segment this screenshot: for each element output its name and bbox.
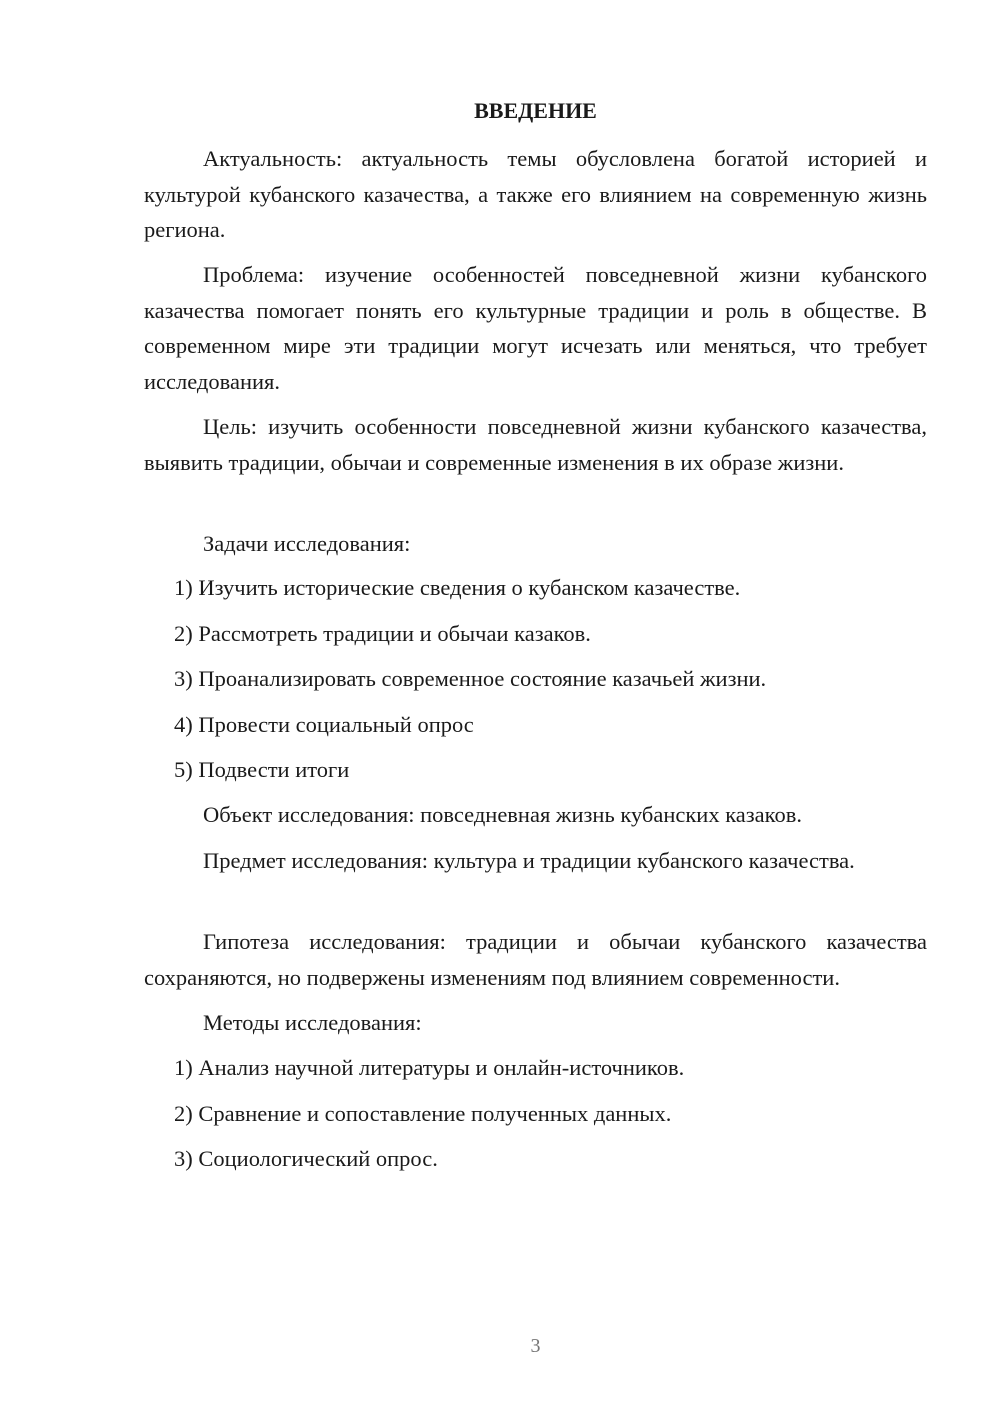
methods-heading: Методы исследования: (203, 1010, 422, 1035)
method-item-3: 3) Социологический опрос. (174, 1146, 438, 1171)
problem-paragraph: Проблема: изучение особенностей повседневной жизни кубанского казачества помогает понять его культурные традиции и роль в обществе. В современном мире эти традиции могут исчезать или меняться, что требует исследования. (144, 262, 927, 394)
page-title: ВВЕДЕНИЕ (474, 98, 597, 123)
hypothesis-paragraph: Гипотеза исследования: традиции и обычаи кубанского казачества сохраняются, но подвержены изменениям под влиянием современности. (144, 929, 927, 990)
task-item-3: 3) Проанализировать современное состояние казачьей жизни. (174, 666, 767, 691)
goal-paragraph: Цель: изучить особенности повседневной жизни кубанского казачества, выявить традиции, обычаи и современные изменения в их образе жизни. (144, 414, 927, 475)
task-item-4: 4) Провести социальный опрос (174, 712, 474, 737)
task-item-2: 2) Рассмотреть традиции и обычаи казаков. (174, 621, 591, 646)
object-paragraph: Объект исследования: повседневная жизнь кубанских казаков. (203, 802, 802, 827)
task-item-5: 5) Подвести итоги (174, 757, 350, 782)
tasks-heading: Задачи исследования: (203, 531, 411, 556)
method-item-2: 2) Сравнение и сопоставление полученных данных. (174, 1101, 672, 1126)
relevance-paragraph: Актуальность: актуальность темы обусловлена богатой историей и культурой кубанского казачества, а также его влиянием на современную жизнь региона. (144, 146, 927, 242)
subject-paragraph: Предмет исследования: культура и традиции кубанского казачества. (203, 848, 855, 873)
document-page (144, 0, 927, 1414)
method-item-1: 1) Анализ научной литературы и онлайн-источников. (174, 1055, 685, 1080)
page-number: 3 (530, 1335, 541, 1357)
task-item-1: 1) Изучить исторические сведения о кубанском казачестве. (174, 575, 741, 600)
